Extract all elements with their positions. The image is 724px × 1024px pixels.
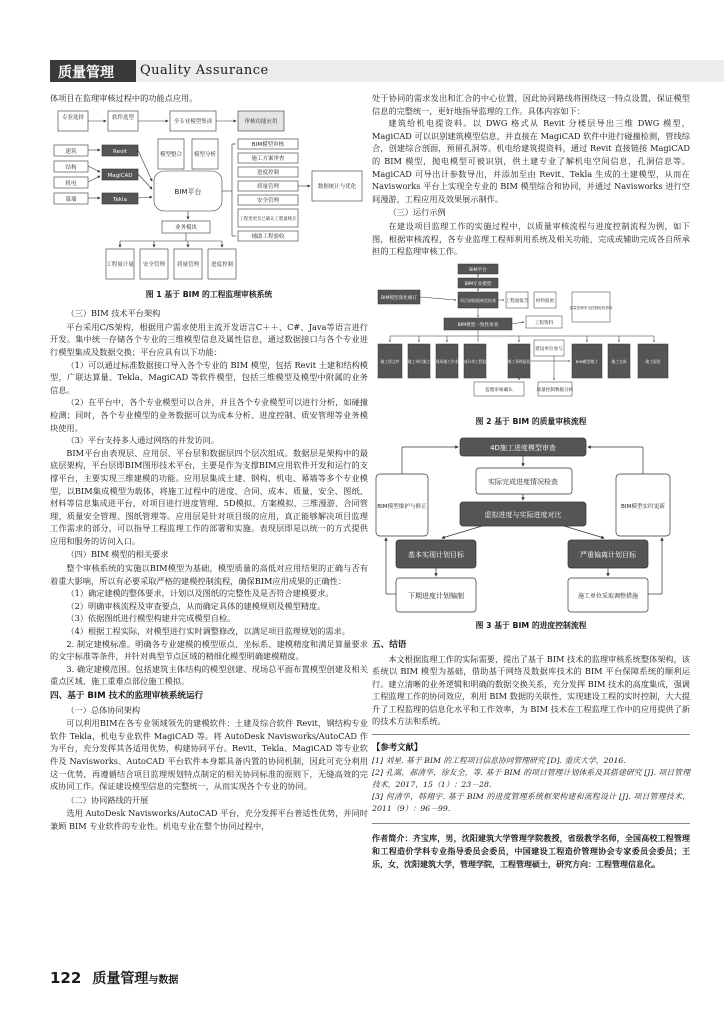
fig2-box: 竣工资料报验: [507, 358, 531, 364]
fig2-box: 施工完成: [611, 358, 627, 364]
schedule-control-flow-diagram: [372, 434, 690, 616]
fig1-box: 质量管理: [256, 183, 280, 190]
fig1-box: 专业选择: [61, 114, 85, 121]
fig3-box: 下期进度计划编制: [408, 592, 464, 601]
paragraph: 平台采用C/S架构，根据用户需求使用主流开发语言C＋＋、C#、Java等语言进行开发。集中统一存储各个专业的三维模型信息及属性信息，通过数据接口与各个专业进行模型集成及数据交换；平台应具有以下功能：: [50, 321, 368, 357]
fig1-box: 全专业模型集成: [173, 118, 213, 125]
subsection-heading: （一）总体协同架构: [66, 704, 141, 715]
figure-1-caption: 图 1 基于 BIM 的工程监理审核系统: [145, 289, 273, 299]
fig2-box: 质量控制数据分析: [536, 387, 574, 393]
fig1-box: 安全管理: [142, 261, 166, 268]
paragraph: 2. 制定建模标准。明确各专业建模的模型原点、坐标系、建模精度和满足算量要求的文字标准等条件，并针对典型节点区域的精细化模型明确建模精度。: [50, 638, 368, 662]
journal-title-zh: 质量管理: [58, 65, 114, 81]
fig2-box: BIM平台: [469, 267, 487, 273]
fig2-box: BIM专业模型: [464, 281, 492, 287]
fig1-box: 工程变更及已确认工程量统计: [239, 216, 297, 222]
reference-item: [3] 何清华，韩翔宇. 基于 BIM 的进度管理系统框架构建和流程设计 [J]. 项目管理技术，2011（9）：96－99.: [372, 792, 690, 814]
fig1-box: BIM平台: [174, 187, 202, 196]
paragraph: 整个审核系统的实施以BIM模型为基础，模型质量的高低对应用结果的正确与否有着重大影响，所以有必要采取严格的建模控制流程，确保BIM应用成果的正确性：: [50, 563, 368, 586]
paragraph: 建筑给机电提资料。以 DWG 格式从 Revit 分楼层导出三维 DWG 模型，MagiCAD 可以识别建筑模型信息，并直接在 MagiCAD 软件中进行碰撞检测，管线综合，创建综合剖面，预留孔洞等。机电给建筑提资料，通过 Revit 直接链接 MagiCAD 的 BIM 模型，抛电模型可被识别，供土建专业了解机电空间信息，孔洞信息等。MagiCAD 可导出计参数导出，并添加至由 Revit、Tekla 生成的土建模型，从而在 Navisworks 平台上实现全专业的 BIM 模型综合和协同，并通过 Navisworks 进行空间漫游，工程应用及效果展示制作。: [372, 118, 690, 204]
fig2-box: 建设单位参与: [535, 346, 563, 352]
fig3-box: 4D施工进度模型审查: [490, 444, 556, 453]
bim-supervision-system-diagram: [50, 109, 368, 285]
right-column: [372, 92, 690, 871]
reference-item: [1] 刘星. 基于 BIM 的工程项目信息协同管理研究 [D]. 重庆大学，2016.: [372, 756, 626, 766]
fig1-box: MagiCAD: [107, 172, 133, 179]
fig1-box: 质量管理: [176, 261, 200, 268]
subsection-heading: （三）运行示例: [388, 207, 446, 218]
paragraph: 体项目在监理审核过程中的功能点应用。: [50, 93, 198, 103]
paragraph: 处于协同的需求发出和汇合的中心位置，因此协同路线将围绕这一特点设置，保证模型信息的完整统一，更好地指导监理的工作。具体内容如下：: [372, 93, 690, 116]
fig1-box: 辅助工程验收: [251, 233, 285, 240]
fig1-box: 软件选型: [111, 114, 135, 121]
fig1-box: Tekla: [113, 196, 127, 203]
figure-3-caption: 图 3 基于 BIM 的进度控制流程: [475, 621, 587, 631]
fig1-box: 数据统计与优化: [317, 183, 357, 190]
journal-header: [0, 60, 724, 82]
paragraph: （3）平台支持多人通过网络的并发访问。: [66, 435, 219, 446]
fig1-box: 业务模块: [174, 224, 198, 231]
fig3-box: 虚拟进度与实际进度对比: [484, 511, 562, 520]
fig1-box: 审核功能应用: [244, 118, 278, 125]
fig1-box: 机电: [65, 180, 77, 187]
fig3-box: 基本实现计划目标: [408, 551, 464, 560]
fig2-box: 工程资料: [534, 320, 554, 326]
figure-3: [372, 434, 690, 616]
paragraph: （3）依据图纸进行模型构建并完成模型自检。: [66, 613, 236, 624]
fig2-box: 竣工报验: [645, 358, 661, 364]
fig1-box: 工程量计量: [106, 261, 134, 268]
section-heading: 五、结语: [372, 639, 407, 650]
subsection-heading: （四）BIM 模型的相关要求: [66, 549, 169, 560]
figure-2: [372, 262, 690, 412]
paragraph: （1）可以通过标准数据接口导入各个专业的 BIM 模型，包括 Revit 土建和结构模型，广联达算量、Tekla、MagiCAD 等软件模型，包括三维模型及模型中附属的业务信息。: [50, 359, 368, 395]
fig2-box: 分部分项工程验收: [459, 358, 491, 364]
paragraph: 3. 确定建模范围。包括建筑主体结构的模型创建、现场总平面布置模型创建及相关重点区域、施工重难点部位施工模拟。: [50, 663, 368, 687]
left-column: [50, 92, 368, 833]
paragraph: （4）根据工程实际，对模型进行实时调整修改，以满足项目监理规划的需求。: [66, 626, 350, 637]
fig1-box: 结构: [65, 164, 77, 171]
fig2-box: 质量控制安全控制检验资料: [569, 305, 613, 310]
journal-title-en: Quality Assurance: [140, 63, 269, 78]
figure-1: [50, 109, 368, 285]
fig1-box: 幕墙: [65, 196, 77, 203]
page-footer: [50, 968, 178, 988]
reference-item: [2] 孔嵩，郝清华，徐友全，等. 基于 BIM 的项目管理计划体系及其搭建研究 [J]. 项目管理技术，2017，15（1）：23－28.: [372, 768, 690, 790]
fig2-box: BIM模型深化修订: [380, 295, 418, 301]
subsection-heading: （二）协同路线的开展: [66, 794, 149, 805]
paragraph: 在建设项目监理工作的实施过程中，以质量审核流程与进度控制流程为例，如下图，根据审核流程，各专业监理工程师利用系统及相关功能，完成或辅助完成各自所承担的工程监理审核工作。: [372, 220, 690, 257]
fig2-box: BIM模型一致性审查: [457, 322, 499, 328]
paragraph: 选用 AutoDesk Navisworks/AutoCAD 平台，充分发挥平台普适性优势，并同时兼顾 BIM 专业软件的专业性。机电专业在整个协同过程中，: [50, 808, 368, 831]
fig1-box: 安全管理: [256, 197, 280, 204]
fig2-box: 施工图文件: [380, 358, 400, 364]
fig1-box: 进度控制: [210, 261, 234, 268]
fig1-box: 模型整合: [159, 151, 183, 158]
fig3-box: BIM模型维护与修正: [377, 504, 427, 511]
fig1-box: Revit: [113, 148, 127, 155]
paragraph: 本文根据监理工作的实际需要，提出了基于 BIM 技术的监理审核系统整体架构，该系统以 BIM 模型为基础，借助基于网络及数据库技术的 BIM 平台保障系统的顺利运行。建立清晰的业务逻辑和明确的数据交换关系，充分发挥 BIM 技术的高度集成，强调工程监理工作的协同效应，利用 BIM 数据的关联性，实现建设工程的实时控制，大大提升了工程监理的信息化水平和工作效率，为 BIM 技术在工程监理工作中的应用提供了新的技术方法和系统。: [372, 653, 690, 727]
fig3-box: BIM模型实时更新: [621, 504, 665, 511]
fig1-box: BIM模型审核: [251, 141, 285, 148]
paragraph: （2）在平台中，各个专业模型可以合并，并且各个专业模型可以进行分析，如碰撞检测；同时，各个专业模型的业务数据可以为成本分析、进度控制、质安管理等业务模块使用。: [50, 397, 368, 433]
footer-journal-title: 质量管理: [92, 971, 149, 987]
footer-journal-name: [92, 971, 178, 987]
fig1-box: 施工方案审查: [251, 155, 285, 162]
fig1-box: 进度控制: [256, 169, 280, 176]
paragraph: （2）明确审核流程及审查要点，从而确定具体的建模规则及模型精度。: [66, 600, 326, 611]
paragraph: （1）确定建模的整体要求，计划以及图纸的完整性及是否符合建模要求。: [66, 588, 334, 599]
fig1-box: 模型分析: [193, 151, 217, 158]
references: [372, 734, 690, 815]
footer-journal-suffix: 与数据: [148, 975, 179, 986]
paragraph: BIM平台由表现层、应用层、平台层和数据层四个层次组成。数据层是架构中的最底层架构，平台层即BIM图形技术平台，主要是作为支撑BIM应用软件开发和运行的支撑平台，主要实现三维建模的功能。应用层集成土建、钢构、机电、幕墙等多个专业模型，以BIM集成模型为载体，将施工过程中的进度、合同、成本、质量、安全、图纸、材料等信息集成进平台，对项目进行进度管理、5D模拟、方案模拟、三维漫游、合同管理、质量安全管理、图纸管理等。应用层是针对项目级的应用，真正能够解决项目监理工作需求的部分，可以指导工程监理工作的部署和实施。表现层即是以统一的方式提供应用和服务的访问入口。: [50, 447, 368, 546]
fig3-box: 严重偏离计划目标: [580, 551, 636, 560]
fig2-box: 监理审核确认: [485, 387, 513, 393]
fig2-box: 工程量报告: [505, 298, 529, 304]
figure-2-caption: 图 2 基于 BIM 的质量审核流程: [475, 416, 587, 426]
section-heading: 四、基于 BIM 技术的监理审核系统运行: [50, 691, 204, 701]
quality-review-flow-diagram: [372, 262, 690, 412]
fig2-box: 现场施工作业: [435, 358, 459, 364]
fig1-box: 建筑: [65, 148, 77, 155]
subsection-heading: （三）BIM 技术平台架构: [66, 308, 161, 319]
page-number: 122: [50, 969, 82, 987]
fig3-box: 实际完成进度情况检查: [488, 478, 558, 487]
fig2-box: 项目部根据规范检查: [460, 297, 496, 303]
references-title: 【参考文献】: [372, 742, 423, 753]
fig2-box: BIM模型竣工: [575, 358, 599, 364]
paragraph: 可以利用BIM在各专业领域领先的建模软件：土建及综合软件 Revit，钢结构专业软件 Tekla，机电专业软件 MagiCAD 等。将 AutoDesk Navisworks/AutoCAD 作为平台，充分发挥其各适用优势，构建协同平台。Revit、Tekla、MagiCAD 等专业软件及 Navisworks、AutoCAD 平台软件本身都具备内置的协同机制，因此可充分利用这一优势，再遵循结合项目监理规划特点制定的相关协同标准的原则下，无缝高效的完成协同工作。保证建设模型信息的完整统一，从而实现各个专业的协同。: [50, 718, 368, 792]
fig2-box: 施工单位施工: [407, 358, 431, 364]
fig2-box: 材料报验: [535, 298, 555, 304]
author-bio: 作者简介：齐宝库，男，沈阳建筑大学管理学院教授，省级教学名师，全国高校工程管理和工程造价学科专业指导委员会委员，中国建设工程造价管理协会专家委员会委员；王乐，女，沈阳建筑大学，管理学院，工程管理硕士，研究方向：工程管理信息化。: [372, 823, 690, 871]
fig3-box: 施工单位采取调整措施: [577, 593, 639, 601]
